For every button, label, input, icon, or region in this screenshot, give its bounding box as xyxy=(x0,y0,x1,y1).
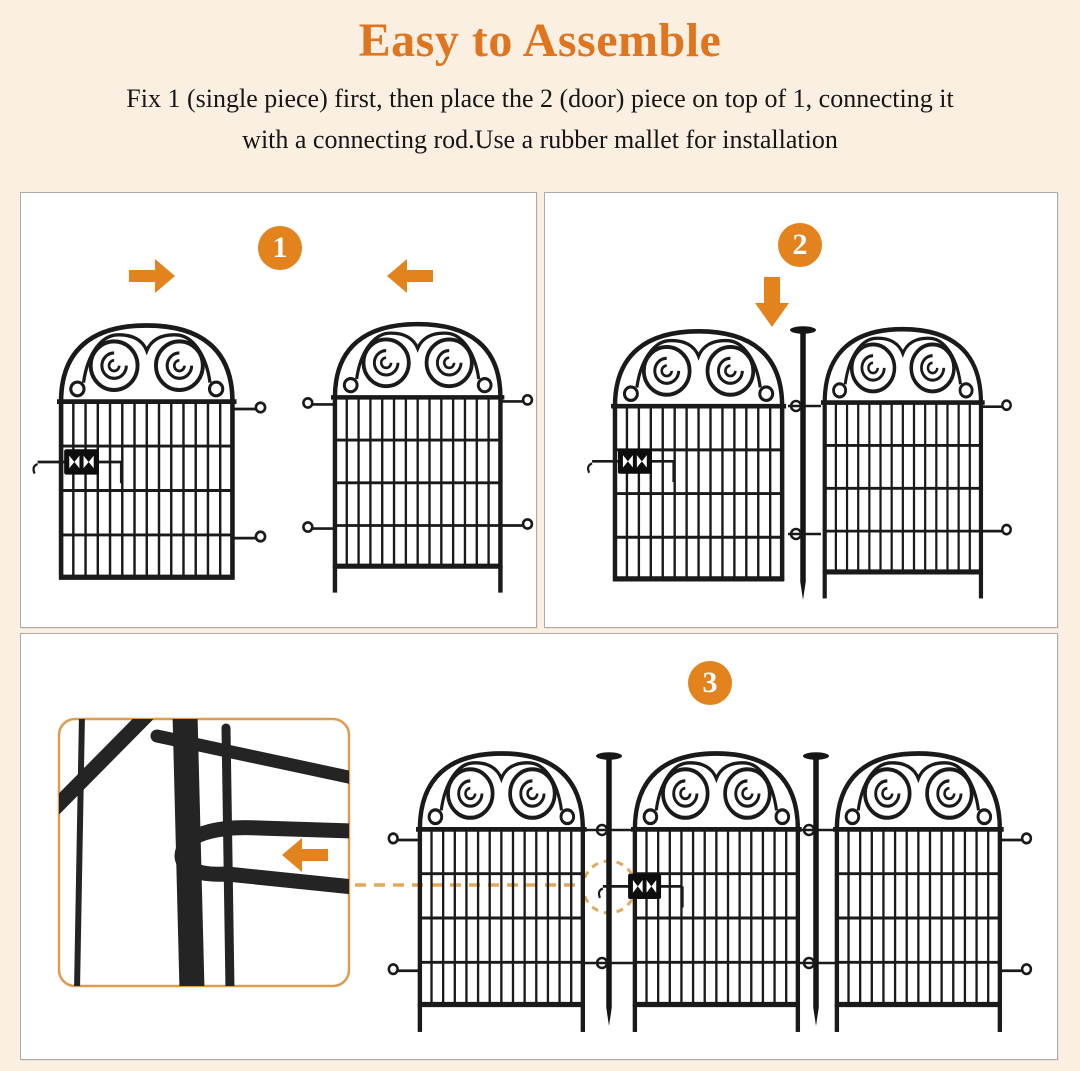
side-hook xyxy=(232,532,265,542)
hook-detail-inset xyxy=(55,714,353,990)
side-hook xyxy=(303,522,335,531)
fence-door-panel xyxy=(34,325,266,579)
subtitle-line-1: Fix 1 (single piece) first, then place the 2 (door) piece on top of 1, connecting it xyxy=(126,84,954,113)
step-3-illustration xyxy=(21,634,1057,1059)
arrow-down-icon xyxy=(755,277,789,327)
door-latch xyxy=(588,449,674,482)
side-hook xyxy=(981,401,1011,410)
subtitle-line-2: with a connecting rod.Use a rubber mallet for installation xyxy=(242,125,838,154)
connecting-rod-stake xyxy=(798,752,839,1026)
step-1-badge: 1 xyxy=(258,226,302,270)
side-hook xyxy=(981,525,1011,534)
connecting-rod-stake xyxy=(790,326,816,600)
step-2-panel xyxy=(544,192,1058,628)
side-hook xyxy=(389,964,420,973)
arrow-left-icon xyxy=(387,259,433,293)
side-hook xyxy=(232,403,265,413)
step-3-panel xyxy=(20,633,1058,1060)
fence-door-panel xyxy=(599,753,802,1032)
side-hook xyxy=(500,519,532,528)
step-2-badge: 2 xyxy=(778,223,822,267)
step-3-badge: 3 xyxy=(688,661,732,705)
fence-single-panel xyxy=(389,753,587,1032)
side-hook xyxy=(303,398,335,407)
fence-single-panel xyxy=(833,753,1031,1032)
side-hook xyxy=(1000,964,1031,973)
step-1-panel xyxy=(20,192,537,628)
connecting-rod-stake xyxy=(583,752,635,1026)
side-hook xyxy=(500,395,532,404)
fence-single-panel xyxy=(303,324,532,592)
side-hook xyxy=(1000,834,1031,843)
header xyxy=(0,0,1080,160)
side-hook xyxy=(389,834,420,843)
arrow-right-icon xyxy=(129,259,175,293)
page-title: Easy to Assemble xyxy=(358,14,722,67)
fence-single-panel xyxy=(821,329,1011,598)
door-latch xyxy=(34,449,122,483)
fence-door-panel xyxy=(588,331,786,581)
